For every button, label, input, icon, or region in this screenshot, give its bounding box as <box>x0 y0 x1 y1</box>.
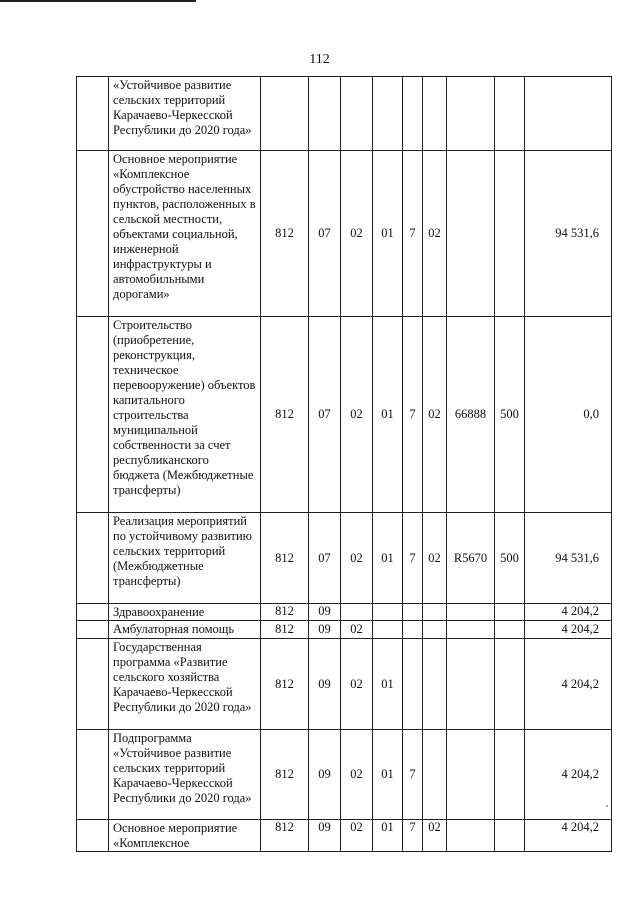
ministry-cell: 812 <box>261 820 309 852</box>
program-cell <box>373 604 403 621</box>
expense-type-cell: 500 <box>495 317 525 513</box>
row-number-cell <box>77 317 109 513</box>
program-cell <box>373 77 403 151</box>
table-row <box>77 730 612 820</box>
row-number-cell <box>77 621 109 639</box>
expense-type-cell <box>495 730 525 820</box>
row-number-cell <box>77 820 109 852</box>
amount-cell: 94 531,6 <box>525 151 612 317</box>
activity-cell <box>423 621 447 639</box>
subsection-cell: 02 <box>341 151 373 317</box>
activity-cell: 02 <box>423 513 447 604</box>
program-cell: 01 <box>373 317 403 513</box>
name-cell: Основное мероприятие «Комплексное <box>109 820 261 852</box>
activity-cell: 02 <box>423 151 447 317</box>
direction-cell <box>447 639 495 730</box>
expense-type-cell <box>495 639 525 730</box>
activity-cell <box>423 604 447 621</box>
name-cell: Подпрограмма «Устойчивое развитие сельских территорий Карачаево-Черкесской Республики до 2020 года» <box>109 730 261 820</box>
amount-cell: 4 204,2 <box>525 621 612 639</box>
name-cell: Государственная программа «Развитие сельского хозяйства Карачаево-Черкесской Республики до 2020 года» <box>109 639 261 730</box>
program-cell: 01 <box>373 730 403 820</box>
table-row <box>77 151 612 317</box>
subsection-cell: 02 <box>341 639 373 730</box>
program-cell: 01 <box>373 513 403 604</box>
activity-cell <box>423 730 447 820</box>
ministry-cell: 812 <box>261 621 309 639</box>
table-row <box>77 604 612 621</box>
ministry-cell <box>261 77 309 151</box>
direction-cell <box>447 604 495 621</box>
section-cell: 09 <box>309 730 341 820</box>
amount-cell: 4 204,2 <box>525 730 612 820</box>
table-row <box>77 77 612 151</box>
name-cell: «Устойчивое развитие сельских территорий Карачаево-Черкесской Республики до 2020 года» <box>109 77 261 151</box>
expense-type-cell <box>495 621 525 639</box>
name-cell: Амбулаторная помощь <box>109 621 261 639</box>
section-cell: 07 <box>309 513 341 604</box>
ministry-cell: 812 <box>261 730 309 820</box>
section-cell: 09 <box>309 604 341 621</box>
direction-cell <box>447 151 495 317</box>
subprogram-cell <box>403 604 423 621</box>
section-cell: 09 <box>309 639 341 730</box>
name-cell: Строительство (приобретение, реконструкция, техническое перевооружение) объектов капитального строительства муниципальной собственности за счет республиканского бюджета (Межбюджетные трансферты) <box>109 317 261 513</box>
subprogram-cell <box>403 621 423 639</box>
row-number-cell <box>77 639 109 730</box>
program-cell: 01 <box>373 820 403 852</box>
ministry-cell: 812 <box>261 317 309 513</box>
subprogram-cell: 7 <box>403 151 423 317</box>
row-number-cell <box>77 604 109 621</box>
ministry-cell: 812 <box>261 604 309 621</box>
top-rule <box>0 0 196 2</box>
amount-cell: 4 204,2 <box>525 604 612 621</box>
subprogram-cell: 7 <box>403 730 423 820</box>
subprogram-cell: 7 <box>403 513 423 604</box>
subprogram-cell: 7 <box>403 317 423 513</box>
table-row <box>77 317 612 513</box>
expense-type-cell <box>495 604 525 621</box>
table-row <box>77 513 612 604</box>
activity-cell: 02 <box>423 317 447 513</box>
name-cell: Основное мероприятие «Комплексное обустройство населенных пунктов, расположенных в сельской местности, объектами социальной, инженерной инфраструктуры и автомобильными дорогами» <box>109 151 261 317</box>
table-row <box>77 621 612 639</box>
expense-type-cell <box>495 77 525 151</box>
subsection-cell: 02 <box>341 513 373 604</box>
program-cell: 01 <box>373 151 403 317</box>
row-number-cell <box>77 77 109 151</box>
subsection-cell: 02 <box>341 621 373 639</box>
scan-speck <box>606 805 608 807</box>
direction-cell <box>447 77 495 151</box>
row-number-cell <box>77 151 109 317</box>
subsection-cell: 02 <box>341 820 373 852</box>
name-cell: Здравоохранение <box>109 604 261 621</box>
expense-type-cell <box>495 820 525 852</box>
section-cell <box>309 77 341 151</box>
expense-type-cell: 500 <box>495 513 525 604</box>
amount-cell: 4 204,2 <box>525 639 612 730</box>
ministry-cell: 812 <box>261 151 309 317</box>
direction-cell <box>447 730 495 820</box>
subsection-cell: 02 <box>341 317 373 513</box>
program-cell <box>373 621 403 639</box>
direction-cell: R5670 <box>447 513 495 604</box>
amount-cell: 0,0 <box>525 317 612 513</box>
ministry-cell: 812 <box>261 513 309 604</box>
subprogram-cell <box>403 639 423 730</box>
table-row <box>77 639 612 730</box>
amount-cell <box>525 77 612 151</box>
program-cell: 01 <box>373 639 403 730</box>
page-number: 112 <box>309 52 330 67</box>
subprogram-cell <box>403 77 423 151</box>
subsection-cell <box>341 604 373 621</box>
activity-cell <box>423 77 447 151</box>
direction-cell <box>447 820 495 852</box>
ministry-cell: 812 <box>261 639 309 730</box>
subsection-cell: 02 <box>341 730 373 820</box>
row-number-cell <box>77 513 109 604</box>
section-cell: 09 <box>309 820 341 852</box>
table-row <box>77 820 612 852</box>
activity-cell <box>423 639 447 730</box>
direction-cell <box>447 621 495 639</box>
budget-table <box>76 76 612 852</box>
direction-cell: 66888 <box>447 317 495 513</box>
subsection-cell <box>341 77 373 151</box>
section-cell: 09 <box>309 621 341 639</box>
amount-cell: 4 204,2 <box>525 820 612 852</box>
activity-cell: 02 <box>423 820 447 852</box>
row-number-cell <box>77 730 109 820</box>
name-cell: Реализация мероприятий по устойчивому развитию сельских территорий (Межбюджетные трансферты) <box>109 513 261 604</box>
section-cell: 07 <box>309 151 341 317</box>
subprogram-cell: 7 <box>403 820 423 852</box>
expense-type-cell <box>495 151 525 317</box>
amount-cell: 94 531,6 <box>525 513 612 604</box>
section-cell: 07 <box>309 317 341 513</box>
